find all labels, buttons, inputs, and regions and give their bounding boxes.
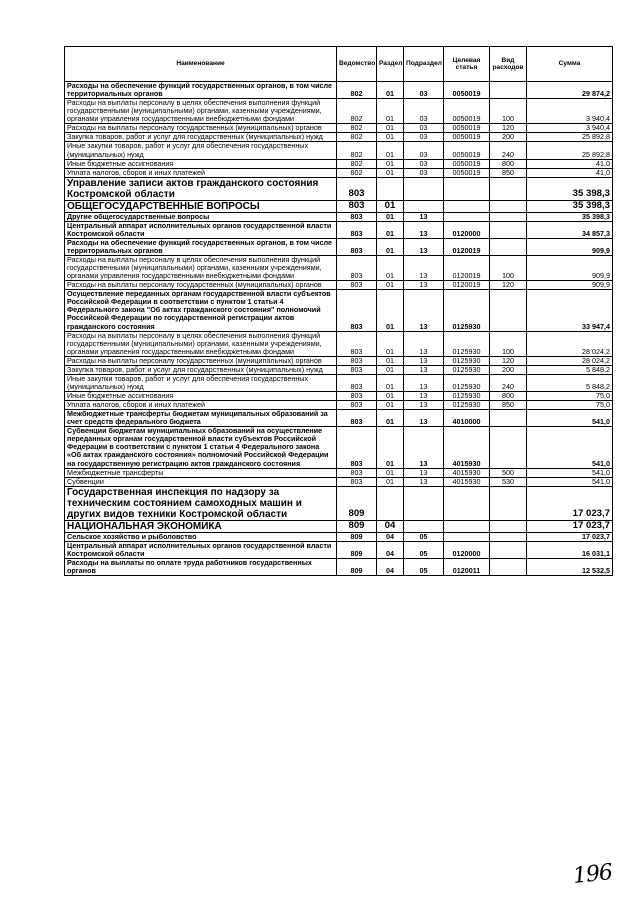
cell-razdel: 01 [377, 124, 404, 133]
cell-sum: 541,0 [527, 410, 613, 427]
table-row [65, 82, 613, 99]
cell-podrazdel: 13 [404, 212, 444, 221]
table-row [65, 212, 613, 221]
cell-razdel: 01 [377, 133, 404, 142]
cell-podrazdel: 05 [404, 532, 444, 541]
cell-name: Закупка товаров, работ и услуг для государственных (муниципальных) нужд [65, 365, 337, 374]
cell-vedomstvo: 803 [337, 374, 377, 391]
cell-sum: 33 947,4 [527, 290, 613, 331]
cell-vedomstvo: 803 [337, 468, 377, 477]
cell-target-article: 0125930 [444, 401, 490, 410]
cell-expense-type: 800 [490, 159, 527, 168]
page-number: 196 [571, 860, 614, 889]
table-row [65, 410, 613, 427]
cell-vedomstvo: 803 [337, 331, 377, 356]
cell-target-article: 4015930 [444, 427, 490, 468]
cell-target-article: 0125930 [444, 356, 490, 365]
cell-razdel: 01 [377, 477, 404, 486]
cell-podrazdel: 03 [404, 133, 444, 142]
cell-sum: 17 023,7 [527, 520, 613, 532]
cell-podrazdel: 13 [404, 290, 444, 331]
cell-target-article: 0125930 [444, 365, 490, 374]
cell-podrazdel: 13 [404, 281, 444, 290]
cell-vedomstvo: 803 [337, 281, 377, 290]
cell-podrazdel: 13 [404, 331, 444, 356]
table-row [65, 374, 613, 391]
cell-vedomstvo: 803 [337, 256, 377, 281]
cell-target-article: 0125930 [444, 374, 490, 391]
cell-name: Иные бюджетные ассигнования [65, 392, 337, 401]
cell-podrazdel: 13 [404, 365, 444, 374]
cell-razdel: 04 [377, 558, 404, 575]
cell-sum: 25 892,8 [527, 142, 613, 159]
cell-sum: 28 024,2 [527, 356, 613, 365]
cell-razdel: 01 [377, 356, 404, 365]
cell-name: Межбюджетные трансферты [65, 468, 337, 477]
cell-target-article: 0125930 [444, 392, 490, 401]
cell-razdel: 01 [377, 401, 404, 410]
cell-razdel: 01 [377, 142, 404, 159]
cell-sum: 909,9 [527, 281, 613, 290]
cell-razdel: 01 [377, 290, 404, 331]
cell-podrazdel: 05 [404, 558, 444, 575]
cell-target-article: 0050019 [444, 133, 490, 142]
cell-name: Субвенции бюджетам муниципальных образований на осуществление переданных органам государственной власти субъектов Российской Федерации в соответствии с пунктом 1 статьи 4 Федерального закона «Об актах гражданского состояния» полномочий Российской Федерации на государственную регистрацию актов гражданского состояния [65, 427, 337, 468]
cell-target-article: 0120019 [444, 281, 490, 290]
cell-razdel: 01 [377, 468, 404, 477]
cell-name: Расходы на выплаты персоналу государственных (муниципальных) органов [65, 356, 337, 365]
cell-razdel: 01 [377, 159, 404, 168]
cell-expense-type [490, 238, 527, 255]
cell-razdel: 01 [377, 168, 404, 177]
table-row [65, 532, 613, 541]
header-razdel: Раздел [377, 47, 404, 82]
cell-expense-type: 120 [490, 124, 527, 133]
cell-vedomstvo: 803 [337, 177, 377, 200]
cell-sum: 75,0 [527, 401, 613, 410]
cell-sum: 541,0 [527, 468, 613, 477]
cell-sum: 34 857,3 [527, 221, 613, 238]
table-body [65, 82, 613, 576]
cell-expense-type: 200 [490, 133, 527, 142]
cell-podrazdel: 13 [404, 477, 444, 486]
cell-target-article: 0050019 [444, 99, 490, 124]
cell-sum: 35 398,3 [527, 200, 613, 212]
cell-expense-type [490, 221, 527, 238]
cell-vedomstvo: 803 [337, 410, 377, 427]
cell-podrazdel: 03 [404, 159, 444, 168]
cell-razdel: 01 [377, 331, 404, 356]
cell-sum: 5 848,2 [527, 365, 613, 374]
cell-expense-type [490, 290, 527, 331]
cell-sum: 909,9 [527, 256, 613, 281]
cell-name: Уплата налогов, сборов и иных платежей [65, 401, 337, 410]
cell-razdel: 01 [377, 99, 404, 124]
cell-sum: 28 024,2 [527, 331, 613, 356]
cell-expense-type: 120 [490, 281, 527, 290]
cell-target-article: 0050019 [444, 168, 490, 177]
cell-razdel: 01 [377, 410, 404, 427]
cell-razdel: 04 [377, 532, 404, 541]
cell-name: Осуществление переданных органам государственной власти субъектов Российской Федерации в соответствии с пунктом 1 статьи 4 Федерального закона "Об актах гражданского состояния" полномочий Российской Федерации по государственной регистрации актов гражданского состояния [65, 290, 337, 331]
cell-sum: 541,0 [527, 427, 613, 468]
cell-razdel: 01 [377, 238, 404, 255]
cell-target-article: 0050019 [444, 159, 490, 168]
cell-vedomstvo: 803 [337, 392, 377, 401]
cell-podrazdel: 13 [404, 356, 444, 365]
cell-vedomstvo: 803 [337, 212, 377, 221]
cell-name: Расходы на обеспечение функций государственных органов, в том числе территориальных органов [65, 82, 337, 99]
cell-podrazdel [404, 486, 444, 520]
cell-name: Государственная инспекция по надзору за техническим состоянием самоходных машин и других видов техники Костромской области [65, 486, 337, 520]
cell-podrazdel: 03 [404, 124, 444, 133]
cell-sum: 3 940,4 [527, 99, 613, 124]
table-row [65, 177, 613, 200]
table-row [65, 99, 613, 124]
cell-podrazdel: 13 [404, 410, 444, 427]
cell-expense-type: 850 [490, 168, 527, 177]
cell-name: Центральный аппарат исполнительных органов государственной власти Костромской области [65, 221, 337, 238]
table-row [65, 520, 613, 532]
cell-target-article [444, 486, 490, 520]
cell-expense-type: 100 [490, 99, 527, 124]
cell-target-article: 0050019 [444, 82, 490, 99]
cell-podrazdel: 13 [404, 392, 444, 401]
cell-razdel: 01 [377, 212, 404, 221]
cell-razdel: 01 [377, 392, 404, 401]
cell-podrazdel: 13 [404, 256, 444, 281]
cell-podrazdel: 13 [404, 374, 444, 391]
cell-expense-type [490, 486, 527, 520]
table-row [65, 290, 613, 331]
cell-razdel: 01 [377, 427, 404, 468]
table-row [65, 558, 613, 575]
cell-expense-type: 100 [490, 256, 527, 281]
cell-vedomstvo: 803 [337, 356, 377, 365]
cell-name: НАЦИОНАЛЬНАЯ ЭКОНОМИКА [65, 520, 337, 532]
cell-vedomstvo: 803 [337, 221, 377, 238]
cell-name: Расходы на выплаты персоналу государственных (муниципальных) органов [65, 281, 337, 290]
cell-expense-type [490, 541, 527, 558]
cell-podrazdel: 13 [404, 468, 444, 477]
cell-vedomstvo: 803 [337, 401, 377, 410]
cell-target-article: 0125930 [444, 290, 490, 331]
cell-target-article: 0050019 [444, 142, 490, 159]
cell-razdel: 01 [377, 365, 404, 374]
table-header-row [65, 47, 613, 82]
cell-podrazdel: 03 [404, 142, 444, 159]
cell-name: Расходы на выплаты по оплате труда работников государственных органов [65, 558, 337, 575]
cell-podrazdel [404, 200, 444, 212]
cell-podrazdel [404, 177, 444, 200]
cell-vedomstvo: 803 [337, 200, 377, 212]
cell-target-article: 0120000 [444, 221, 490, 238]
cell-expense-type [490, 212, 527, 221]
table-row [65, 541, 613, 558]
cell-razdel: 01 [377, 221, 404, 238]
cell-expense-type: 530 [490, 477, 527, 486]
cell-vedomstvo: 809 [337, 532, 377, 541]
cell-expense-type: 500 [490, 468, 527, 477]
cell-sum: 17 023,7 [527, 486, 613, 520]
cell-name: Расходы на выплаты персоналу в целях обеспечения выполнения функций государственными (муниципальными) органами, казенными учреждениями, органами управления государственными внебюджетными фондами [65, 99, 337, 124]
table-row [65, 356, 613, 365]
cell-expense-type [490, 177, 527, 200]
cell-razdel [377, 486, 404, 520]
cell-vedomstvo: 803 [337, 238, 377, 255]
cell-razdel: 01 [377, 281, 404, 290]
cell-target-article: 4015930 [444, 468, 490, 477]
cell-vedomstvo: 802 [337, 133, 377, 142]
cell-name: Расходы на выплаты персоналу в целях обеспечения выполнения функций государственными (муниципальными) органами, казенными учреждениями, органами управления государственными внебюджетными фондами [65, 331, 337, 356]
cell-razdel: 04 [377, 541, 404, 558]
cell-name: Расходы на выплаты персоналу государственных (муниципальных) органов [65, 124, 337, 133]
cell-sum: 16 031,1 [527, 541, 613, 558]
cell-sum: 541,0 [527, 477, 613, 486]
cell-sum: 41,0 [527, 168, 613, 177]
cell-expense-type [490, 200, 527, 212]
table-row [65, 468, 613, 477]
table-row [65, 256, 613, 281]
cell-podrazdel: 13 [404, 401, 444, 410]
cell-razdel: 04 [377, 520, 404, 532]
cell-expense-type: 240 [490, 142, 527, 159]
cell-vedomstvo: 803 [337, 365, 377, 374]
cell-vedomstvo: 802 [337, 124, 377, 133]
cell-podrazdel [404, 520, 444, 532]
table-row [65, 142, 613, 159]
cell-name: ОБЩЕГОСУДАРСТВЕННЫЕ ВОПРОСЫ [65, 200, 337, 212]
cell-name: Центральный аппарат исполнительных органов государственной власти Костромской области [65, 541, 337, 558]
cell-sum: 29 874,2 [527, 82, 613, 99]
cell-sum: 12 532,5 [527, 558, 613, 575]
cell-target-article: 0050019 [444, 124, 490, 133]
header-expense-type: Вид расходов [490, 47, 527, 82]
cell-name: Уплата налогов, сборов и иных платежей [65, 168, 337, 177]
cell-expense-type: 850 [490, 401, 527, 410]
cell-name: Расходы на обеспечение функций государственных органов, в том числе территориальных органов [65, 238, 337, 255]
cell-razdel [377, 177, 404, 200]
table-row [65, 477, 613, 486]
table-row [65, 331, 613, 356]
cell-target-article: 0120019 [444, 256, 490, 281]
cell-sum: 25 892,8 [527, 133, 613, 142]
cell-expense-type [490, 410, 527, 427]
cell-vedomstvo: 802 [337, 99, 377, 124]
header-podrazdel: Подраздел [404, 47, 444, 82]
cell-vedomstvo: 809 [337, 558, 377, 575]
cell-name: Сельское хозяйство и рыболовство [65, 532, 337, 541]
cell-name: Иные бюджетные ассигнования [65, 159, 337, 168]
cell-target-article [444, 532, 490, 541]
cell-vedomstvo: 809 [337, 520, 377, 532]
cell-target-article [444, 520, 490, 532]
cell-podrazdel: 03 [404, 82, 444, 99]
cell-expense-type [490, 532, 527, 541]
table-row [65, 159, 613, 168]
cell-name: Иные закупки товаров, работ и услуг для обеспечения государственных (муниципальных) нужд [65, 374, 337, 391]
cell-target-article: 4015930 [444, 477, 490, 486]
cell-sum: 5 848,2 [527, 374, 613, 391]
cell-sum: 17 023,7 [527, 532, 613, 541]
cell-target-article [444, 177, 490, 200]
cell-name: Управление записи актов гражданского состояния Костромской области [65, 177, 337, 200]
table-row [65, 200, 613, 212]
cell-vedomstvo: 803 [337, 477, 377, 486]
cell-vedomstvo: 802 [337, 159, 377, 168]
cell-name: Расходы на выплаты персоналу в целях обеспечения выполнения функций государственными (муниципальными) органами, казенными учреждениями, органами управления государственными внебюджетными фондами [65, 256, 337, 281]
budget-table [64, 46, 613, 576]
cell-expense-type [490, 427, 527, 468]
cell-razdel: 01 [377, 374, 404, 391]
header-sum: Сумма [527, 47, 613, 82]
cell-target-article: 0125930 [444, 331, 490, 356]
cell-target-article: 0120011 [444, 558, 490, 575]
cell-podrazdel: 03 [404, 99, 444, 124]
cell-target-article [444, 212, 490, 221]
cell-expense-type [490, 82, 527, 99]
cell-expense-type: 240 [490, 374, 527, 391]
cell-razdel: 01 [377, 82, 404, 99]
cell-podrazdel: 13 [404, 221, 444, 238]
cell-podrazdel: 03 [404, 168, 444, 177]
header-target-article: Целевая статья [444, 47, 490, 82]
cell-name: Закупка товаров, работ и услуг для государственных (муниципальных) нужд [65, 133, 337, 142]
cell-target-article [444, 200, 490, 212]
cell-expense-type: 800 [490, 392, 527, 401]
cell-vedomstvo: 803 [337, 290, 377, 331]
cell-expense-type [490, 558, 527, 575]
cell-podrazdel: 13 [404, 427, 444, 468]
cell-vedomstvo: 802 [337, 168, 377, 177]
cell-sum: 909,9 [527, 238, 613, 255]
cell-expense-type [490, 520, 527, 532]
cell-name: Иные закупки товаров, работ и услуг для обеспечения государственных (муниципальных) нужд [65, 142, 337, 159]
cell-sum: 41,0 [527, 159, 613, 168]
cell-name: Межбюджетные трансферты бюджетам муниципальных образований за счет средств федерального бюджета [65, 410, 337, 427]
cell-sum: 35 398,3 [527, 177, 613, 200]
cell-name: Субвенции [65, 477, 337, 486]
cell-target-article: 0120019 [444, 238, 490, 255]
cell-vedomstvo: 802 [337, 142, 377, 159]
cell-expense-type: 200 [490, 365, 527, 374]
cell-sum: 3 940,4 [527, 124, 613, 133]
cell-target-article: 4010000 [444, 410, 490, 427]
cell-vedomstvo: 809 [337, 541, 377, 558]
table-row [65, 238, 613, 255]
cell-podrazdel: 13 [404, 238, 444, 255]
header-vedomstvo: Ведомство [337, 47, 377, 82]
cell-vedomstvo: 803 [337, 427, 377, 468]
cell-expense-type: 120 [490, 356, 527, 365]
table-row [65, 427, 613, 468]
cell-razdel: 01 [377, 200, 404, 212]
cell-podrazdel: 05 [404, 541, 444, 558]
cell-target-article: 0120000 [444, 541, 490, 558]
table-row [65, 168, 613, 177]
cell-expense-type: 100 [490, 331, 527, 356]
table-row [65, 221, 613, 238]
cell-name: Другие общегосударственные вопросы [65, 212, 337, 221]
cell-vedomstvo: 802 [337, 82, 377, 99]
cell-razdel: 01 [377, 256, 404, 281]
table-row [65, 486, 613, 520]
cell-vedomstvo: 809 [337, 486, 377, 520]
cell-sum: 35 398,3 [527, 212, 613, 221]
cell-sum: 75,0 [527, 392, 613, 401]
header-name: Наименование [65, 47, 337, 82]
